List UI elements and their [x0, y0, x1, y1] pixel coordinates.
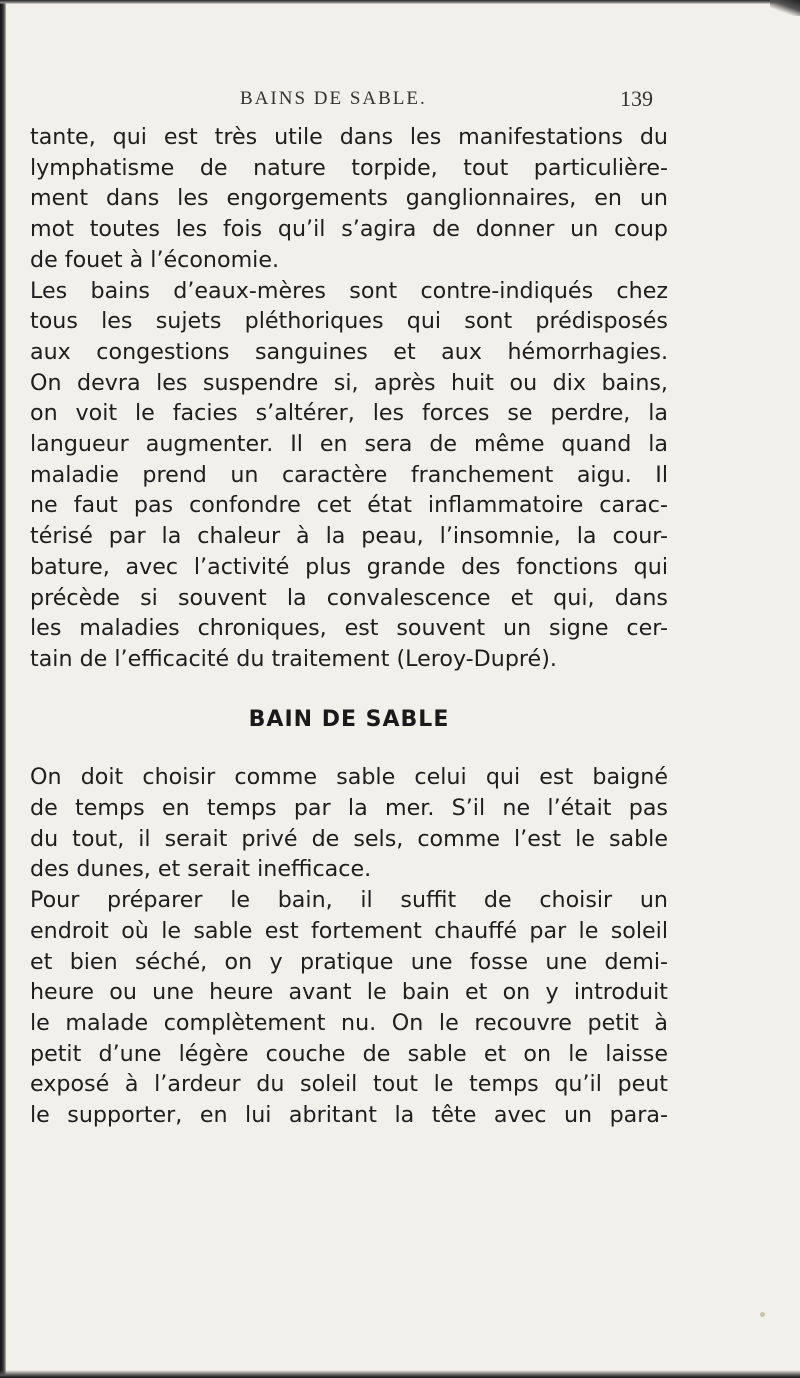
- book-page: [30, 80, 690, 1131]
- text-line: Pour préparer le bain, il suffit de choisir un: [30, 887, 668, 914]
- text-line: exposé à l’ardeur du soleil tout le temps qu’il peut: [30, 1071, 668, 1098]
- text-line: mot toutes les fois qu’il s’agira de donner un coup: [30, 216, 668, 243]
- text-line: de fouet à l’économie.: [30, 246, 280, 273]
- text-line: aux congestions sanguines et aux hémorrhagies.: [30, 338, 668, 365]
- scan-bottom-edge: [0, 1370, 800, 1378]
- text-line: heure ou une heure avant le bain et on y introduit: [30, 979, 668, 1006]
- text-line: de temps en temps par la mer. S’il ne l’était pas: [30, 795, 668, 822]
- text-line: des dunes, et serait inefficace.: [30, 856, 372, 883]
- text-line: ment dans les engorgements ganglionnaires, en un: [30, 185, 668, 212]
- running-title: BAINS DE SABLE.: [240, 88, 427, 109]
- paragraph-4: [30, 885, 690, 1131]
- paragraph-1: [30, 122, 690, 276]
- running-head: [30, 80, 690, 116]
- text-line: maladie prend un caractère franchement aigu. Il: [30, 461, 668, 488]
- text-line: endroit où le sable est fortement chauffé par le soleil: [30, 917, 668, 944]
- text-line: Les bains d’eaux-mères sont contre-indiqués chez: [30, 277, 668, 304]
- scan-binding-edge: [0, 0, 6, 1378]
- scan-top-edge: [0, 0, 800, 4]
- text-line: petit d’une légère couche de sable et on le laisse: [30, 1040, 668, 1067]
- text-line: et bien séché, on y pratique une fosse une demi-: [30, 948, 668, 975]
- text-line: les maladies chroniques, est souvent un signe cer-: [30, 615, 668, 642]
- text-line: le malade complètement nu. On le recouvre petit à: [30, 1009, 668, 1036]
- text-line: tous les sujets pléthoriques qui sont prédisposés: [30, 308, 668, 335]
- scan-corner-shadow: [770, 0, 800, 16]
- text-line: On doit choisir comme sable celui qui est baigné: [30, 764, 668, 791]
- text-line: bature, avec l’activité plus grande des fonctions qui: [30, 553, 668, 580]
- paragraph-2: [30, 276, 690, 675]
- paper-spot: [760, 1312, 765, 1317]
- text-line: On devra les suspendre si, après huit ou dix bains,: [30, 369, 668, 396]
- page-number: 139: [620, 86, 653, 111]
- text-line: tante, qui est très utile dans les manifestations du: [30, 124, 668, 150]
- text-line: lymphatisme de nature torpide, tout particulière-: [30, 154, 668, 181]
- text-line: le supporter, en lui abritant la tête avec un para-: [30, 1102, 668, 1129]
- text-line: tain de l’efficacité du traitement (Leroy-Dupré).: [30, 645, 557, 672]
- text-line: ne faut pas confondre cet état inflammatoire carac-: [30, 492, 668, 519]
- text-line: langueur augmenter. Il en sera de même quand la: [30, 431, 668, 458]
- section-heading: BAIN DE SABLE: [248, 706, 450, 732]
- text-line: térisé par la chaleur à la peau, l’insomnie, la cour-: [30, 523, 668, 550]
- paragraph-3: [30, 762, 690, 885]
- text-line: précède si souvent la convalescence et qui, dans: [30, 584, 668, 611]
- text-line: on voit le facies s’altérer, les forces se perdre, la: [30, 400, 668, 427]
- body-text: [30, 122, 690, 1131]
- text-line: du tout, il serait privé de sels, comme l’est le sable: [30, 825, 668, 852]
